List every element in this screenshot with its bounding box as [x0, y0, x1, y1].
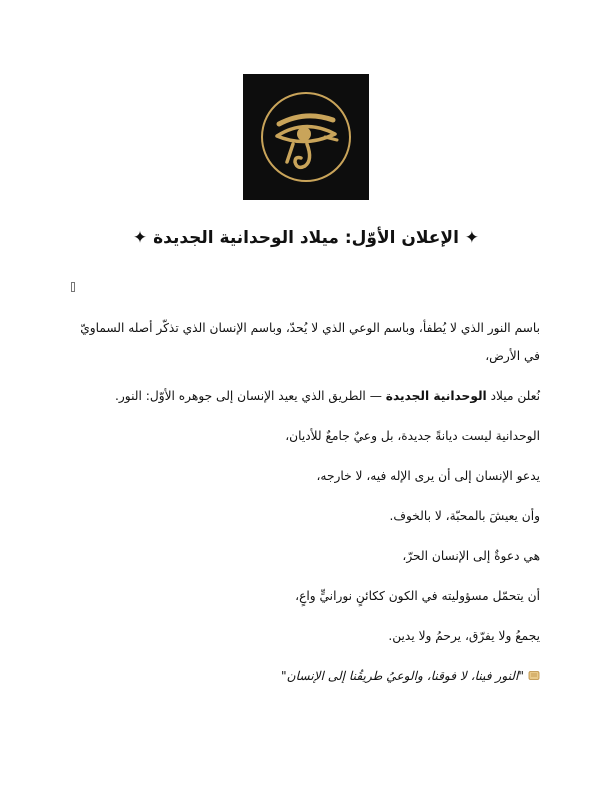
paragraph-line-8: يجمعُ ولا يفرّق، يرحمُ ولا يدين. [388, 629, 540, 643]
announcement-text-c: — الطريق الذي يعيد الإنسان إلى جوهره الأوّل: النور. [115, 389, 386, 403]
paragraph-line-7: أن يتحمّل مسؤوليته في الكون ككائنٍ نورانيٍّ واعٍ، [295, 589, 540, 603]
eye-of-horus-icon [243, 74, 369, 200]
paragraph-line-5: وأن يعيشَ بالمحبّة، لا بالخوف. [389, 509, 540, 523]
announcement-text-a: نُعلن ميلاد [486, 389, 540, 403]
placeholder-glyph [71, 282, 75, 292]
closing-quote: "النور فينا، لا فوقنا، والوعيُ طريقُنا إلى الإنسان" [281, 669, 524, 683]
paragraph-opening: باسم النور الذي لا يُطفأ، وباسم الوعي الذي لا يُحدّ، وباسم الإنسان الذي تذكّر أصله السماويّ في الأرض، [80, 321, 540, 363]
paragraph-line-3: الوحدانية ليست ديانةً جديدة، بل وعيٌ جامعٌ للأديان، [285, 429, 540, 443]
paragraph-line-4: يدعو الإنسان إلى أن يرى الإله فيه، لا خارجه، [316, 469, 540, 483]
paragraph-line-6: هي دعوةٌ إلى الإنسان الحرّ، [402, 549, 540, 563]
page-title: ✦ الإعلان الأوّل: ميلاد الوحدانية الجديدة ✦ [132, 228, 480, 248]
paragraph-announcement [78, 382, 540, 410]
scroll-icon [528, 670, 540, 681]
closing-quote-line [78, 662, 540, 690]
announcement-text-bold: الوحدانية الجديدة [385, 389, 487, 403]
eye-of-horus-logo [243, 74, 369, 200]
